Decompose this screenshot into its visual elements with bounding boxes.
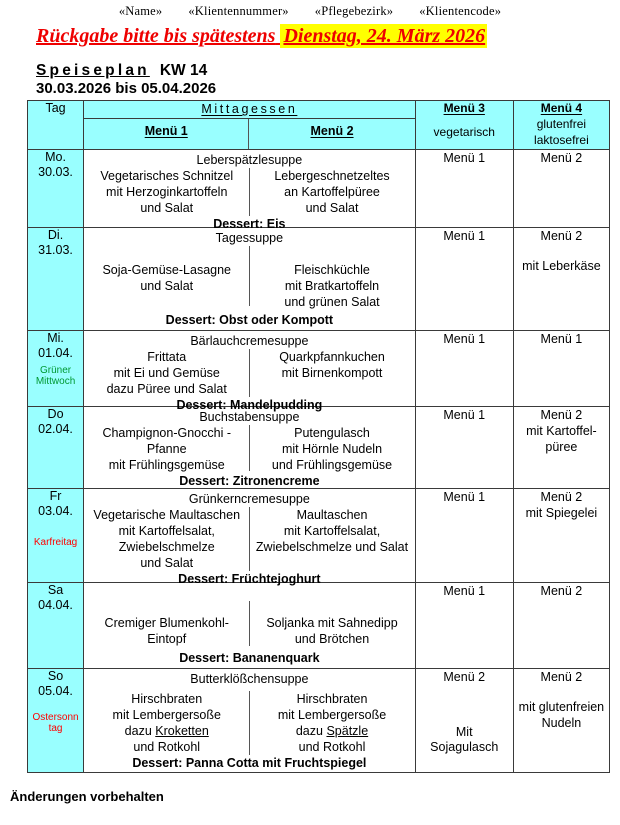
menu-columns — [84, 349, 415, 397]
menu4-line: Menü 2 — [540, 229, 583, 243]
menu-columns — [84, 425, 415, 473]
menu1-line: mit Frühlingsgemüse — [108, 458, 225, 472]
footer-disclaimer: Änderungen vorbehalten — [10, 789, 164, 804]
menu4-line: Menü 1 — [540, 332, 583, 346]
menu1-line: Soja-Gemüse-Lasagne — [102, 263, 231, 277]
day-date: 01.04. — [38, 346, 73, 360]
menu-columns — [84, 585, 415, 650]
day-cell — [28, 669, 84, 773]
table-row — [28, 150, 610, 228]
menu2-line: und Brötchen — [294, 632, 370, 646]
dessert: Dessert: Bananenquark — [179, 651, 320, 665]
menu3-line: Menü 1 — [443, 584, 486, 598]
menu3-cell — [415, 150, 513, 228]
dessert: Dessert: Mandelpudding — [176, 398, 323, 412]
day-cell — [28, 228, 84, 331]
table-row — [28, 489, 610, 583]
menu1-underlined-term: Kroketten — [155, 724, 209, 738]
menu2-line: Hirschbraten — [296, 692, 368, 706]
soup: Tagessuppe — [215, 231, 284, 245]
menu3-line: Menü 1 — [443, 408, 486, 422]
menu2-column — [249, 585, 414, 650]
menu1-line: Hirschbraten — [131, 692, 203, 706]
table-row — [28, 583, 610, 669]
menu2-line: und grünen Salat — [284, 295, 380, 309]
menu4-line: Menü 2 — [540, 670, 583, 684]
menu2-column — [249, 349, 414, 397]
menu4-cell — [513, 583, 609, 669]
meal-cell — [84, 583, 416, 669]
soup: Leberspätzlesuppe — [196, 153, 303, 167]
menu1-line: Vegetarische Maultaschen — [93, 508, 241, 522]
day-cell — [28, 150, 84, 228]
menu4-line: mit glutenfreien — [518, 700, 605, 714]
header-menu4-sub1: glutenfrei — [536, 117, 587, 131]
menu4-line: Menü 2 — [540, 490, 583, 504]
header-mittagessen: Mittagessen — [84, 101, 416, 119]
menu2-column — [249, 687, 414, 755]
dessert: Dessert: Panna Cotta mit Fruchtspiegel — [132, 756, 367, 770]
menu4-cell — [513, 669, 609, 773]
menu3-cell — [415, 669, 513, 773]
dessert: Dessert: Früchtejoghurt — [178, 572, 321, 586]
menu4-line: Menü 2 — [540, 408, 583, 422]
menu3-line: Menü 1 — [443, 151, 486, 165]
menu1-column — [84, 168, 249, 216]
menu2-underlined-term: Spätzle — [326, 724, 369, 738]
day-cell — [28, 489, 84, 583]
header-menu12-wrap — [84, 119, 416, 150]
menu4-line: mit Kartoffel- — [526, 424, 597, 438]
menu1-line: dazu Kroketten — [124, 724, 209, 738]
day-date: 31.03. — [38, 243, 73, 257]
menu1-line: mit Ei und Gemüse — [113, 366, 220, 380]
day-cell — [28, 583, 84, 669]
merge-field-pflegebezirk: «Pflegebezirk» — [314, 4, 394, 18]
header-tag: Tag — [28, 101, 84, 150]
table-row — [28, 669, 610, 773]
menu2-line: und Salat — [305, 201, 359, 215]
menu4-cell — [513, 407, 609, 489]
menu4-cell — [513, 331, 609, 407]
menu4-line: Menü 2 — [540, 584, 583, 598]
meal-cell — [84, 150, 416, 231]
menu3-line: Menü 1 — [443, 332, 486, 346]
menu1-column — [84, 425, 249, 473]
day-date: 03.04. — [38, 504, 73, 518]
table-header-row-top — [28, 101, 610, 119]
dessert: Dessert: Obst oder Kompott — [165, 313, 334, 327]
page-title — [36, 62, 620, 80]
header-menu3-label: Menü 3 — [443, 101, 485, 115]
menu1-line: Vegetarisches Schnitzel — [100, 169, 234, 183]
menu3-cell — [415, 489, 513, 583]
menu3-cell — [415, 228, 513, 331]
soup: Buchstabensuppe — [199, 410, 300, 424]
page-title-daterange: 30.03.2026 bis 05.04.2026 — [36, 80, 217, 97]
menu2-line: mit Kartoffelsalat, — [283, 524, 381, 538]
menu1-line: und Rotkohl — [133, 740, 201, 754]
menu1-line: Pfanne — [146, 442, 187, 456]
menu-columns — [84, 687, 415, 755]
table-row — [28, 228, 610, 331]
day-date: 30.03. — [38, 165, 73, 179]
menu1-line: und Salat — [140, 279, 194, 293]
page-title-week: KW 14 — [159, 62, 208, 79]
table-row — [28, 331, 610, 407]
menu-columns — [84, 246, 415, 312]
menu1-column — [84, 507, 249, 571]
meal-cell — [84, 331, 416, 412]
menu3-line: Menü 1 — [443, 490, 486, 504]
menu1-column — [84, 246, 249, 312]
menu2-line: dazu Spätzle — [295, 724, 369, 738]
menu2-column — [249, 507, 414, 571]
menu4-line: mit Spiegelei — [525, 506, 598, 520]
menu2-line: mit Bratkartoffeln — [284, 279, 380, 293]
header-menu1: Menü 1 — [84, 119, 249, 149]
menu3-cell — [415, 407, 513, 489]
menu4-line: mit Leberkäse — [522, 259, 601, 273]
return-deadline-text — [36, 24, 487, 48]
menu1-line: Champignon-Gnocchi - — [102, 426, 231, 440]
menu1-line: mit Herzoginkartoffeln — [106, 185, 228, 199]
day-name: So — [47, 669, 64, 683]
return-deadline-notice — [0, 19, 620, 51]
menu3-line: Menü 2 — [443, 670, 486, 684]
menu4-line: Menü 2 — [540, 151, 583, 165]
table-body — [28, 150, 610, 773]
dessert: Dessert: Eis — [213, 217, 286, 231]
menu3-line: Menü 1 — [443, 229, 486, 243]
menu1-column — [84, 687, 249, 755]
day-name: Mi. — [47, 331, 64, 345]
menu2-column — [249, 246, 414, 312]
menu4-cell — [513, 150, 609, 228]
soup: Grünkerncremesuppe — [188, 492, 310, 506]
day-name: Mo. — [45, 150, 66, 164]
menu2-line: Fleischküchle — [294, 263, 370, 277]
menu2-line: Zwiebelschmelze und Salat — [255, 540, 409, 554]
meal-cell — [84, 489, 416, 586]
menu2-column — [249, 425, 414, 473]
menu1-line: und Salat — [140, 556, 194, 570]
table-row — [28, 407, 610, 489]
merge-field-row — [0, 0, 620, 19]
menu2-line: mit Lembergersoße — [277, 708, 387, 722]
day-note: Grüner Mittwoch — [35, 365, 76, 387]
meal-cell — [84, 407, 416, 489]
menu4-cell — [513, 228, 609, 331]
soup: Bärlauchcremesuppe — [190, 334, 309, 348]
header-menu3 — [415, 101, 513, 150]
return-deadline-label: Rückgabe bitte bis spätestens — [36, 25, 276, 47]
day-name: Do — [47, 407, 64, 421]
menu2-line: an Kartoffelpüree — [284, 185, 380, 199]
day-name: Fr — [49, 489, 62, 503]
menu1-line: mit Lembergersoße — [112, 708, 221, 722]
day-date: 05.04. — [38, 684, 73, 698]
soup: Butterklößchensuppe — [190, 672, 309, 686]
menu1-line: Eintopf — [147, 632, 187, 646]
menu3-cell — [415, 583, 513, 669]
menu1-line: Frittata — [147, 350, 187, 364]
day-name: Di. — [47, 228, 64, 242]
menu-columns — [84, 507, 415, 571]
header-menu3-sub: vegetarisch — [433, 125, 495, 139]
header-menu2: Menü 2 — [310, 124, 354, 138]
day-date: 04.04. — [38, 598, 73, 612]
menu3-cell — [415, 331, 513, 407]
menu1-line: dazu Püree und Salat — [106, 382, 227, 396]
menu2-line: mit Birnenkompott — [281, 366, 383, 380]
menu-columns — [84, 168, 415, 216]
day-date: 02.04. — [38, 422, 73, 436]
menu2-line: Lebergeschnetzeltes — [274, 169, 390, 183]
menu1-column — [84, 349, 249, 397]
merge-field-name: «Name» — [118, 4, 163, 18]
menu2-line: Putengulasch — [294, 426, 370, 440]
page-title-word: Speiseplan — [36, 62, 150, 79]
page-title-block — [0, 51, 620, 100]
menu2-line: Soljanka mit Sahnedipp — [266, 616, 398, 630]
merge-field-klientencode: «Klientencode» — [419, 4, 502, 18]
day-note: Ostersonn tag — [32, 712, 79, 734]
day-cell — [28, 331, 84, 407]
menu4-line: püree — [545, 440, 578, 454]
day-note: Karfreitag — [33, 537, 78, 548]
menu2-line: Maultaschen — [296, 508, 368, 522]
meal-plan-table — [27, 100, 610, 773]
menu1-line: Zwiebelschmelze — [118, 540, 215, 554]
header-menu4-label: Menü 4 — [540, 101, 583, 115]
menu2-column — [249, 168, 414, 216]
menu2-line: und Frühlingsgemüse — [271, 458, 393, 472]
menu2-line: mit Hörnle Nudeln — [281, 442, 383, 456]
menu1-line: mit Kartoffelsalat, — [118, 524, 215, 538]
day-name: Sa — [47, 583, 64, 597]
header-menu4 — [513, 101, 609, 150]
menu1-line: Cremiger Blumenkohl- — [104, 616, 229, 630]
meal-cell — [84, 228, 416, 331]
menu2-line: und Rotkohl — [298, 740, 366, 754]
merge-field-klientennummer: «Klientennummer» — [188, 4, 289, 18]
menu3-line: Mit Sojagulasch — [430, 725, 499, 754]
day-cell — [28, 407, 84, 489]
return-deadline-date: Dienstag, 24. März 2026 — [280, 24, 487, 48]
menu1-line: und Salat — [140, 201, 194, 215]
menu4-cell — [513, 489, 609, 583]
menu2-line: Quarkpfannkuchen — [279, 350, 385, 364]
dessert: Dessert: Zitronencreme — [179, 474, 320, 488]
meal-cell — [84, 669, 416, 773]
header-menu4-sub2: laktosefrei — [534, 133, 589, 147]
menu4-line: Nudeln — [541, 716, 582, 730]
menu1-column — [84, 585, 249, 650]
